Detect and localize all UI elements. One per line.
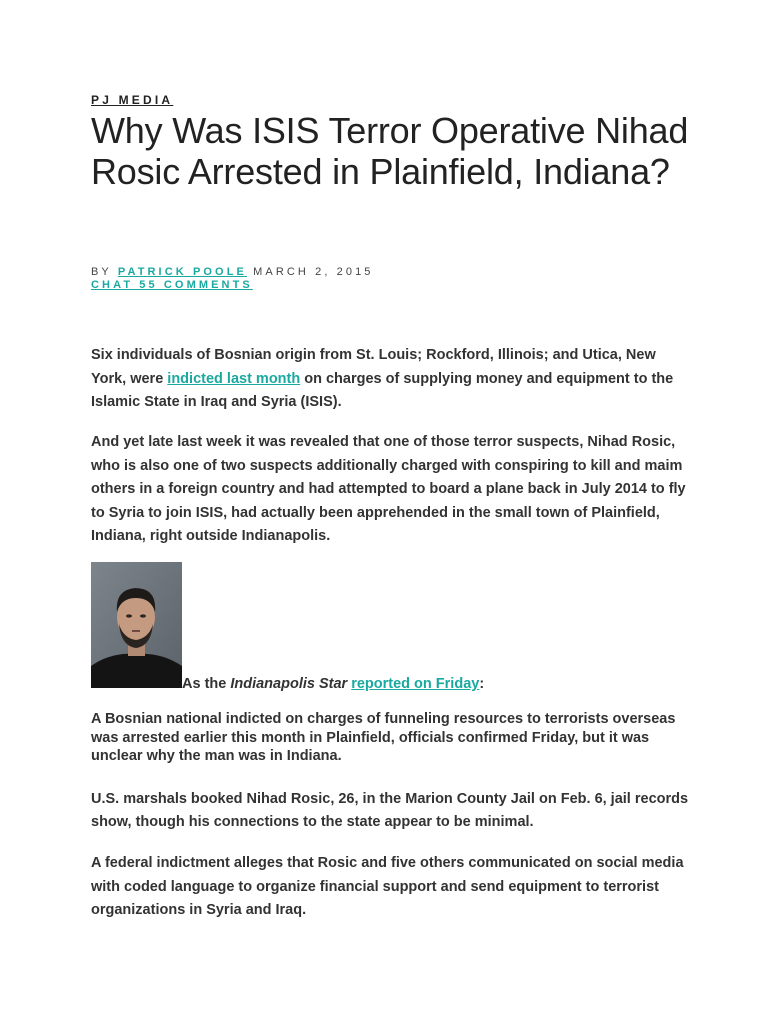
publisher-name[interactable]: PJ MEDIA xyxy=(91,93,174,107)
article-title: Why Was ISIS Terror Operative Nihad Rosic Arrested in Plainfield, Indiana? xyxy=(91,110,689,192)
paragraph-intro xyxy=(91,344,691,415)
paragraph-intro-text-1: Six individuals of Bosnian origin from St. Louis; Rockford, Illinois; and Utica, New York, were xyxy=(91,347,656,387)
paragraph-intro-text-2: on charges of supplying money and equipment to the Islamic State in Iraq and Syria (ISIS). xyxy=(91,370,674,410)
author-link[interactable]: PATRICK POOLE xyxy=(117,266,247,278)
quote-paragraph-2: U.S. marshals booked Nihad Rosic, 26, in the Marion County Jail on Feb. 6, jail records show, though his connections to the state appear to be minimal. xyxy=(91,791,689,830)
publish-date: MARCH 2, 2015 xyxy=(253,266,374,278)
caption-text-2: : xyxy=(479,676,485,692)
suspect-photo[interactable] xyxy=(91,562,182,688)
quote-paragraph-3: A federal indictment alleges that Rosic and five others communicated on social media with coded language to organize financial support and send equipment to terrorist organizations in Syria and Iraq. xyxy=(91,855,684,918)
byline xyxy=(91,266,374,279)
paragraph-second: And yet late last week it was revealed that one of those terror suspects, Nihad Rosic, who is also one of two suspects additionally charged with conspiring to kill and maim others in a foreign country and had attempted to board a plane back in July 2014 to fly to Syria to join ISIS, had actually been apprehended in the small town of Plainfield, Indiana, right outside Indianapolis. xyxy=(91,434,686,544)
indicted-link[interactable]: indicted last month xyxy=(167,370,301,387)
reported-link[interactable]: reported on Friday xyxy=(351,676,480,692)
caption-source: Indianapolis Star xyxy=(230,676,348,692)
byline-by: BY xyxy=(91,266,112,278)
mugshot-image xyxy=(91,562,182,688)
photo-caption xyxy=(182,674,484,694)
comments-link[interactable]: CHAT 55 COMMENTS xyxy=(91,279,253,291)
comments-row xyxy=(91,279,253,292)
caption-text-1: As the xyxy=(182,676,231,692)
quote-paragraph-1: A Bosnian national indicted on charges of funneling resources to terrorists overseas was arrested earlier this month in Plainfield, officials confirmed Friday, but it was unclear why the man was in Indiana. xyxy=(91,711,676,764)
